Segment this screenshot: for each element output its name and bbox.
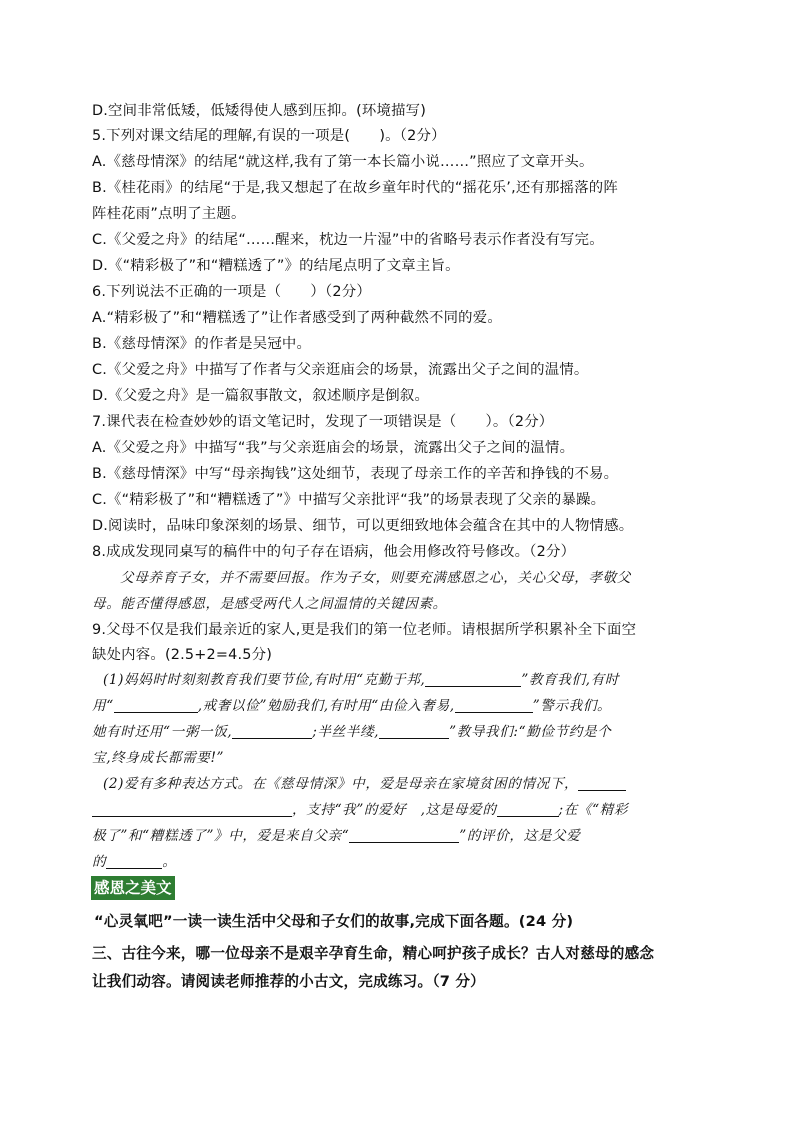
question-9-cont: 缺处内容。(2.5+2=4.5分) [92,647,273,663]
option-d-q4: D.空间非常低矮，低矮得使人感到压抑。(环境描写) [92,103,427,119]
passage-line-1: 父母养育子女，并不需要回报。作为子女，则要充满感恩之心，关心父母，孝敬父 [120,570,631,586]
text-segment: 的 [92,854,107,870]
text-segment: ,戒奢以俭”勉励我们,有时用“由俭入奢易, [197,698,455,714]
q9-part1-line4 [92,746,224,770]
q9-part2-line1 [103,772,626,796]
passage-line-2: 母。能否懂得感恩，是感受两代人之间温情的关键因素。 [92,596,447,612]
q9-part1-line3 [92,720,611,744]
text-segment: 她有时还用“一粥一饭, [92,724,233,740]
q5-option-d: D.《“精彩极了”和“糟糕透了”》的结尾点明了文章主旨。 [92,258,460,274]
q7-option-a: A.《父爱之舟》中描写“我”与父亲逛庙会的场景，流露出父子之间的温情。 [92,440,575,456]
text-segment: 用“ [92,698,114,714]
text-segment: ;半丝半缕, [312,724,380,740]
q9-part1-line1 [103,668,619,692]
q5-option-b: B.《桂花雨》的结尾“于是,我又想起了在故乡童年时代的“摇花乐’,还有那摇落的阵 [92,180,618,196]
text-segment: ”教导我们:“勤俭节约是个 [449,724,612,740]
text-segment: (2)爱有多种表达方式。在《慈母情深》中，爱是母亲在家境贫困的情况下， [103,776,579,792]
q7-option-b: B.《慈母情深》中写“母亲掏钱”这处细节，表现了母亲工作的辛苦和挣钱的不易。 [92,466,619,482]
q9-part2-line3 [92,824,580,848]
blank-field[interactable] [114,696,198,713]
blank-field[interactable] [92,800,292,817]
text-segment: ”警示我们。 [532,698,612,714]
text-segment: 宝,终身成长都需要!” [92,750,225,766]
part-3-question: 三、古往今来，哪一位母亲不是艰辛孕育生命，精心呵护孩子成长？古人对慈母的感念 [92,945,655,962]
text-segment: ;在《“精彩 [558,802,629,818]
q7-option-c: C.《“精彩极了”和“糟糕透了”》中描写父亲批评“我”的场景表现了父亲的暴躁。 [92,492,606,508]
text-segment: 。 [162,854,177,870]
blank-field[interactable] [232,722,312,739]
q5-option-b-cont: 阵桂花雨”点明了主题。 [92,206,246,222]
q9-part2-line4 [92,850,176,874]
q6-option-a: A.“精彩极了”和“糟糕透了”让作者感受到了两种截然不同的爱。 [92,310,502,326]
blank-field[interactable] [425,670,521,687]
blank-field[interactable] [349,826,459,843]
text-segment: ”的评价，这是父爱 [459,828,581,844]
blank-field[interactable] [106,852,162,869]
q7-option-d: D.阅读时，品味印象深刻的场景、细节，可以更细致地体会蕴含在其中的人物情感。 [92,518,634,534]
blank-field[interactable] [497,800,559,817]
question-5: 5.下列对课文结尾的理解,有误的一项是( )。（2分） [92,128,446,144]
q6-option-c: C.《父爱之舟》中描写了作者与父亲逛庙会的场景，流露出父子之间的温情。 [92,362,589,378]
question-6: 6.下列说法不正确的一项是（ ）（2分） [92,284,371,300]
question-8: 8.成成发现同桌写的稿件中的句子存在语病，他会用修改符号修改。（2分） [92,544,576,560]
q5-option-a: A.《慈母情深》的结尾“就这样,我有了第一本长篇小说……”照应了文章开头。 [92,154,594,170]
q9-part2-line2 [92,798,628,822]
blank-field[interactable] [455,696,533,713]
part-3-question-cont: 让我们动容。请阅读老师推荐的小古文，完成练习。（7 分） [92,973,485,990]
question-7: 7.课代表在检查妙妙的语文笔记时，发现了一项错误是（ ）。（2分） [92,414,554,430]
blank-field[interactable] [578,774,626,791]
text-segment: ”教育我们,有时 [521,672,619,688]
q5-option-c: C.《父爱之舟》的结尾“……醒来，枕边一片湿”中的省略号表示作者没有写完。 [92,232,604,248]
section-title: 感恩之美文 [91,876,175,900]
q6-option-b: B.《慈母情深》的作者是吴冠中。 [92,336,312,352]
question-9: 9.父母不仅是我们最亲近的家人,更是我们的第一位老师。请根据所学积累补全下面空 [92,622,637,638]
text-segment: ，支持“我”的爱好 ,这是母爱的 [292,802,497,818]
blank-field[interactable] [379,722,449,739]
q9-part1-line2 [92,694,611,718]
text-segment: (1)妈妈时时刻刻教育我们要节俭,有时用“克勤于邦, [103,672,426,688]
text-segment: 极了”和“糟糕透了”》中，爱是来自父亲“ [92,828,350,844]
q6-option-d: D.《父爱之舟》是一篇叙事散文，叙述顺序是倒叙。 [92,388,430,404]
section-intro: “心灵氧吧”一读一读生活中父母和子女们的故事,完成下面各题。(24 分) [94,913,574,930]
